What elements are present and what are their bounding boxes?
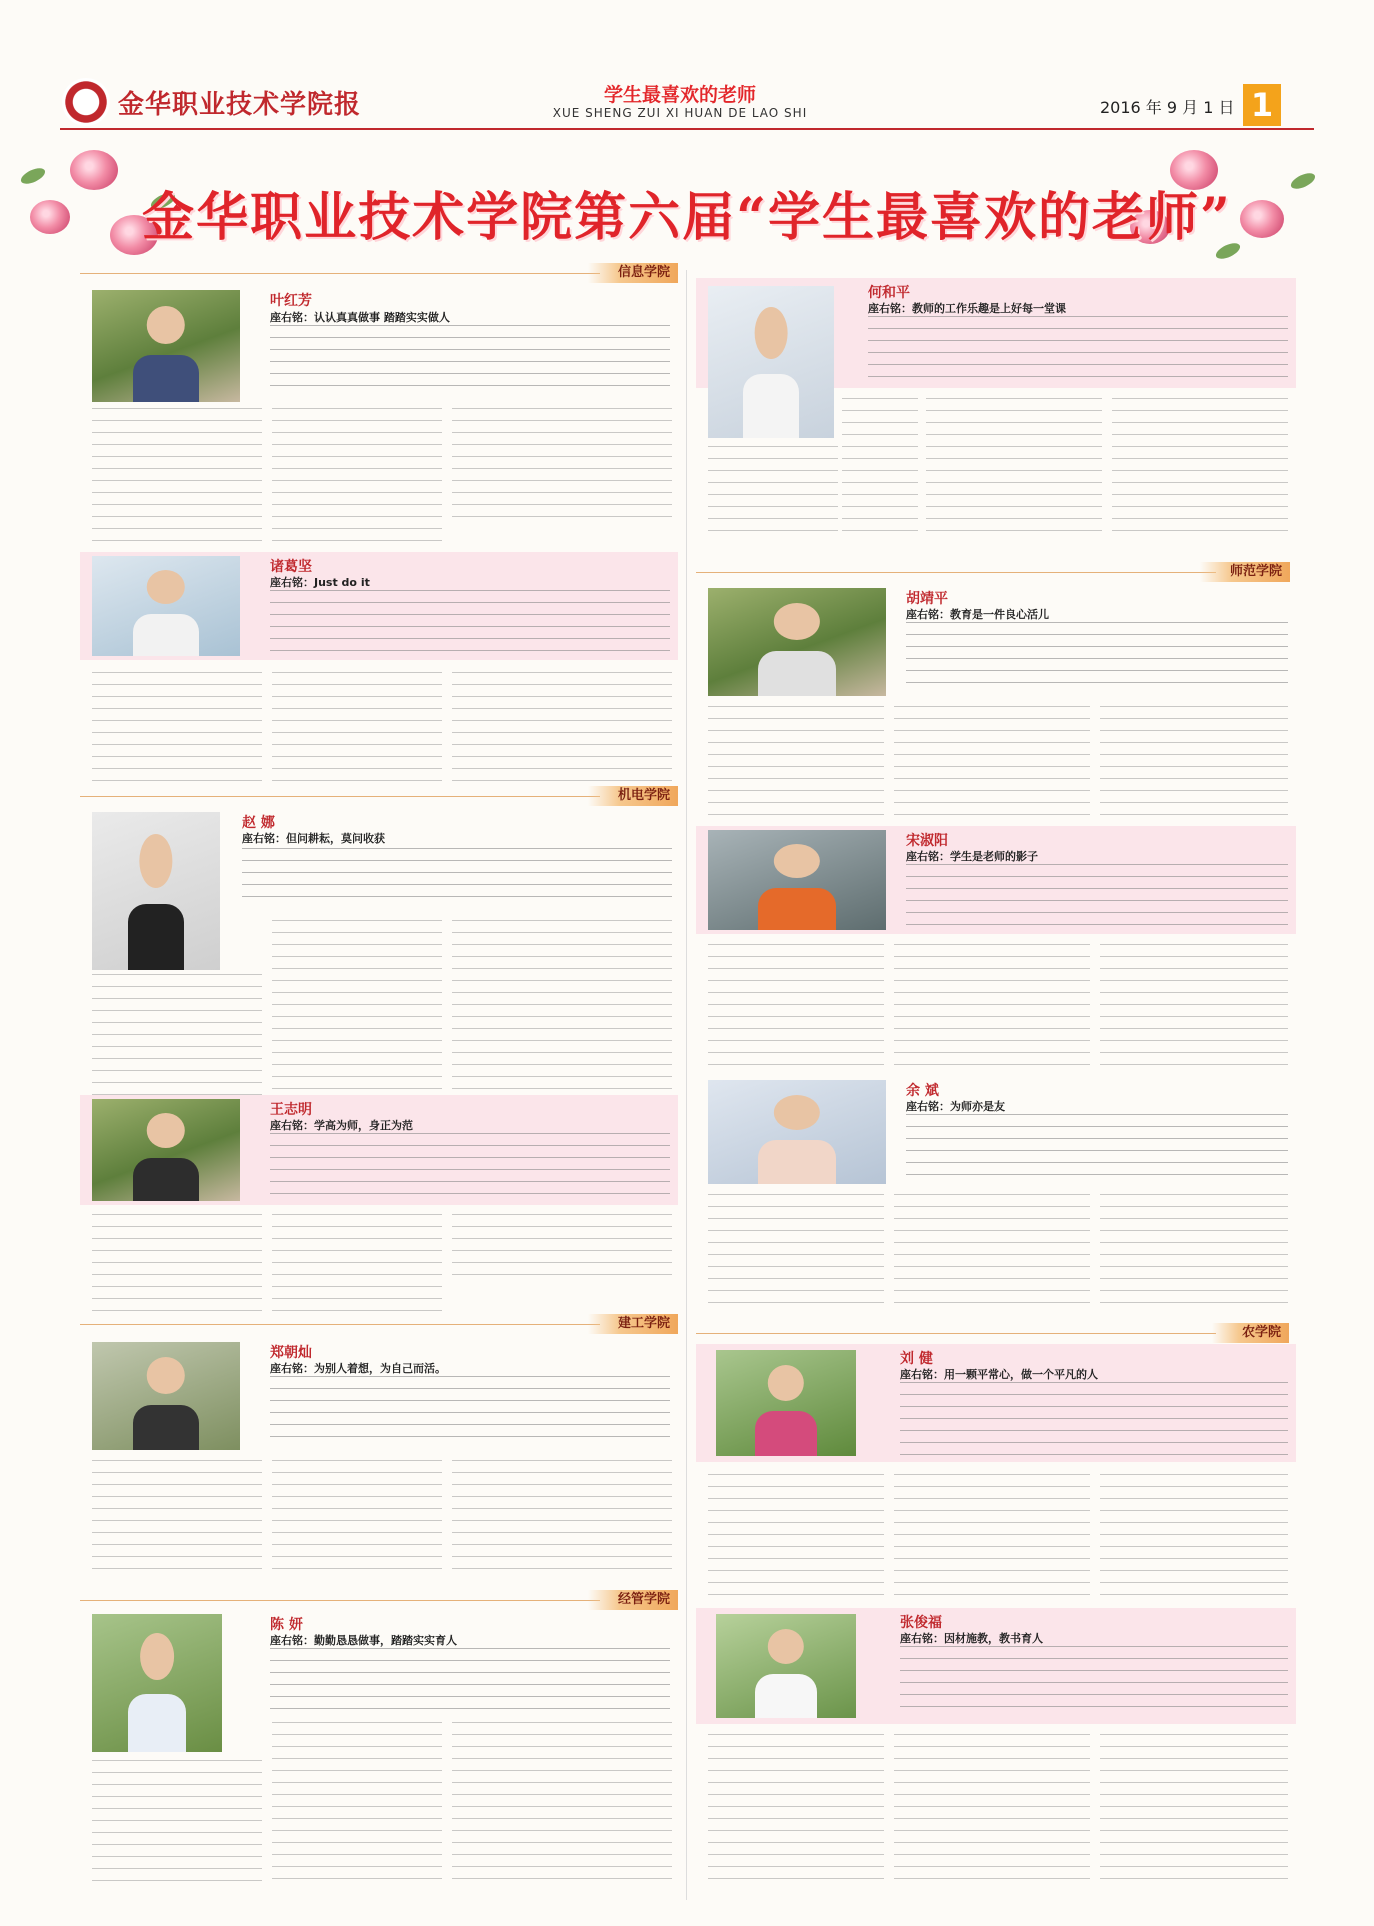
article-body (272, 408, 442, 546)
article-body (708, 1734, 884, 1890)
student-comment (270, 325, 670, 397)
teacher-photo (708, 1080, 886, 1184)
article-body (272, 1214, 442, 1314)
rose-icon (70, 150, 118, 190)
teacher-photo (708, 830, 886, 930)
teacher-motto: 座右铭：勤勤恳恳做事，踏踏实实育人 (270, 1634, 457, 1647)
student-comment (270, 1376, 670, 1446)
article-body (708, 1194, 884, 1304)
teacher-photo (716, 1350, 856, 1456)
article-body (894, 706, 1090, 818)
teacher-name: 何和平 (868, 285, 910, 301)
teacher-name: 王志明 (270, 1102, 312, 1118)
masthead-title: 金华职业技术学院报 (118, 90, 362, 120)
teacher-name: 诸葛坚 (270, 559, 312, 575)
article-body (1100, 1194, 1288, 1304)
article-body (272, 1722, 442, 1890)
article-body (452, 920, 672, 1120)
article-body (452, 1460, 672, 1580)
teacher-photo (716, 1614, 856, 1718)
article-body (452, 1722, 672, 1890)
teacher-photo (92, 1614, 222, 1752)
teacher-motto: 座右铭：为师亦是友 (906, 1100, 1005, 1113)
teacher-motto: 座右铭：Just do it (270, 576, 370, 589)
teacher-photo (92, 812, 220, 970)
teacher-motto: 座右铭：教育是一件良心活儿 (906, 608, 1049, 621)
section-tag-econ: 经管学院 (588, 1590, 678, 1610)
teacher-motto: 座右铭：用一颗平常心，做一个平凡的人 (900, 1368, 1098, 1381)
student-comment (906, 864, 1288, 928)
article-body (1100, 944, 1288, 1066)
teacher-name: 宋淑阳 (906, 833, 948, 849)
student-comment (270, 1133, 670, 1199)
article-body (452, 408, 672, 518)
teacher-motto: 座右铭：学高为师，身正为范 (270, 1119, 413, 1132)
article-body (926, 398, 1102, 538)
student-comment (270, 590, 670, 654)
section-tag-info: 信息学院 (588, 263, 678, 283)
article-body (708, 446, 838, 538)
article-body (92, 1760, 262, 1890)
article-body (452, 1214, 672, 1284)
teacher-photo (708, 286, 834, 438)
page-headline: 金华职业技术学院第六届“学生最喜欢的老师” (142, 187, 1232, 248)
column-title: 学生最喜欢的老师 (603, 84, 756, 106)
student-comment (906, 622, 1288, 692)
student-comment (868, 316, 1288, 382)
teacher-photo (708, 588, 886, 696)
teacher-name: 叶红芳 (270, 293, 312, 309)
teacher-motto: 座右铭：为别人着想，为自己而活。 (270, 1362, 446, 1375)
rose-icon (30, 200, 70, 234)
article-body (1100, 1474, 1288, 1598)
teacher-name: 余 斌 (906, 1083, 939, 1099)
article-body (894, 1474, 1090, 1598)
article-body (1100, 706, 1288, 818)
student-comment (906, 1114, 1288, 1180)
masthead-rule (60, 128, 1314, 130)
section-tag-normal: 师范学院 (1200, 562, 1290, 582)
article-body (92, 1214, 262, 1314)
article-body (272, 1460, 442, 1580)
article-body (272, 920, 442, 1120)
section-tag-civil: 建工学院 (588, 1314, 678, 1334)
teacher-motto: 座右铭：因材施教，教书育人 (900, 1632, 1043, 1645)
teacher-photo (92, 1342, 240, 1450)
article-body (92, 672, 262, 782)
page-number: 1 (1243, 84, 1281, 126)
teacher-photo (92, 1099, 240, 1201)
student-comment (242, 848, 672, 906)
article-body (894, 1194, 1090, 1304)
teacher-name: 刘 健 (900, 1351, 933, 1367)
article-body (272, 672, 442, 782)
leaf-icon (1289, 170, 1318, 192)
student-comment (270, 1648, 670, 1710)
teacher-photo (92, 556, 240, 656)
leaf-icon (19, 165, 48, 187)
teacher-motto: 座右铭：教师的工作乐趣是上好每一堂课 (868, 302, 1066, 315)
teacher-name: 胡靖平 (906, 591, 948, 607)
article-body (842, 398, 918, 538)
teacher-motto: 座右铭：但问耕耘，莫问收获 (242, 832, 385, 845)
article-body (1112, 398, 1288, 538)
article-body (708, 706, 884, 818)
article-body (92, 408, 262, 546)
school-logo-icon (62, 78, 110, 126)
teacher-motto: 座右铭：学生是老师的影子 (906, 850, 1038, 863)
article-body (894, 1734, 1090, 1890)
teacher-name: 郑朝灿 (270, 1345, 312, 1361)
teacher-photo (92, 290, 240, 402)
article-body (894, 944, 1090, 1066)
teacher-name: 赵 娜 (242, 815, 275, 831)
article-body (1100, 1734, 1288, 1890)
teacher-name: 张俊福 (900, 1615, 942, 1631)
section-tag-mech: 机电学院 (588, 786, 678, 806)
issue-date: 2016 年 9 月 1 日 (1100, 98, 1235, 117)
article-body (92, 1460, 262, 1580)
article-body (708, 944, 884, 1066)
section-tag-agri: 农学院 (1212, 1323, 1289, 1343)
student-comment (900, 1382, 1288, 1456)
column-pinyin: XUE SHENG ZUI XI HUAN DE LAO SHI (552, 106, 808, 120)
teacher-motto: 座右铭：认认真真做事 踏踏实实做人 (270, 311, 450, 324)
article-body (708, 1474, 884, 1598)
student-comment (900, 1646, 1288, 1718)
article-body (452, 672, 672, 782)
teacher-name: 陈 妍 (270, 1617, 303, 1633)
